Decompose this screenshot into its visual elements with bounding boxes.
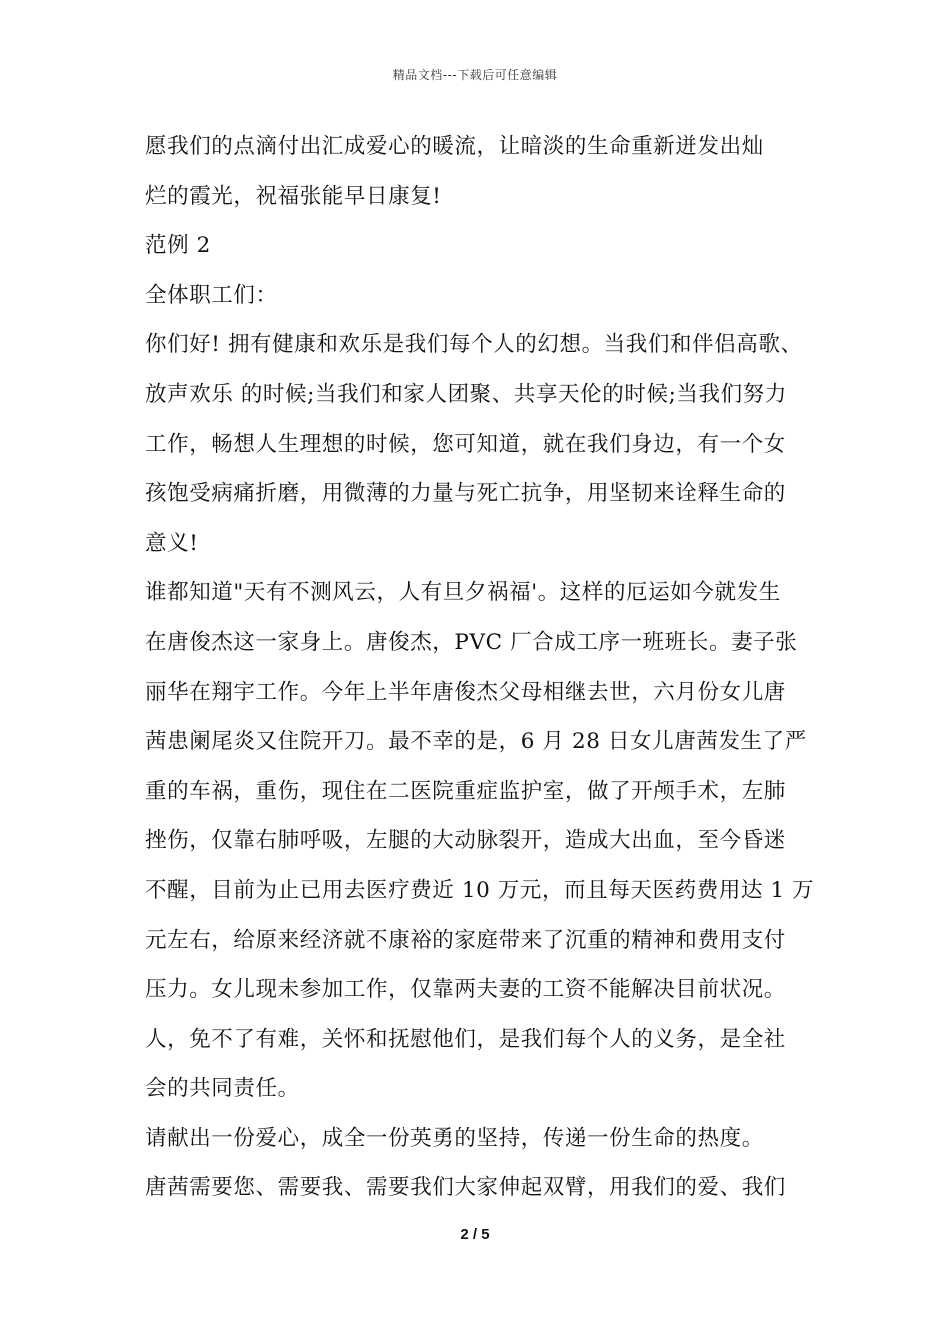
page-indicator: 2 / 5 <box>460 1226 490 1243</box>
text-line: 谁都知道"天有不测风云，人有旦夕祸福'。这样的厄运如今就发生 <box>145 580 781 606</box>
text-line: 范例 2 <box>145 233 211 259</box>
text-line: 请献出一份爱心，成全一份英勇的坚持，传递一份生命的热度。 <box>145 1125 764 1151</box>
text-line: 不醒，目前为止已用去医疗费近 10 万元，而且每天医药费用达 1 万 <box>145 877 815 903</box>
text-line: 全体职工们： <box>145 282 278 308</box>
text-line: 意义! <box>145 530 199 556</box>
text-line: 烂的霞光，祝福张能早日康复! <box>145 183 442 209</box>
text-line: 孩饱受病痛折磨，用微薄的力量与死亡抗争，用坚韧来诠释生命的 <box>145 481 786 507</box>
text-line: 元左右，给原来经济就不康裕的家庭带来了沉重的精神和费用支付 <box>145 927 786 953</box>
text-line: 放声欢乐 的时候;当我们和家人团聚、共享天伦的时候;当我们努力 <box>145 381 787 407</box>
text-line: 压力。女儿现未参加工作，仅靠两夫妻的工资不能解决目前状况。 <box>145 977 786 1003</box>
text-line: 茜患阑尾炎又住院开刀。最不幸的是，6 月 28 日女儿唐茜发生了严 <box>145 729 807 755</box>
text-line: 会的共同责任。 <box>145 1076 300 1102</box>
text-line: 愿我们的点滴付出汇成爱心的暖流，让暗淡的生命重新迸发出灿 <box>145 134 764 159</box>
page-header: 精品文档---下载后可任意编辑 <box>392 68 558 82</box>
document-body <box>145 127 815 1218</box>
text-line: 唐茜需要您、需要我、需要我们大家伸起双臂，用我们的爱、我们 <box>145 1175 786 1201</box>
text-line: 挫伤，仅靠右肺呼吸，左腿的大动脉裂开，造成大出血，至今昏迷 <box>145 828 786 854</box>
text-line: 在唐俊杰这一家身上。唐俊杰，PVC 厂合成工序一班班长。妻子张 <box>145 629 798 655</box>
text-line: 人，免不了有难，关怀和抚慰他们，是我们每个人的义务，是全社 <box>145 1026 786 1052</box>
text-line: 你们好! 拥有健康和欢乐是我们每个人的幻想。当我们和伴侣高歌、 <box>145 332 803 358</box>
text-line: 丽华在翔宇工作。今年上半年唐俊杰父母相继去世，六月份女儿唐 <box>145 679 786 705</box>
text-line: 工作，畅想人生理想的时候，您可知道，就在我们身边，有一个女 <box>145 431 786 457</box>
text-line: 重的车祸，重伤，现住在二医院重症监护室，做了开颅手术，左肺 <box>145 778 786 804</box>
